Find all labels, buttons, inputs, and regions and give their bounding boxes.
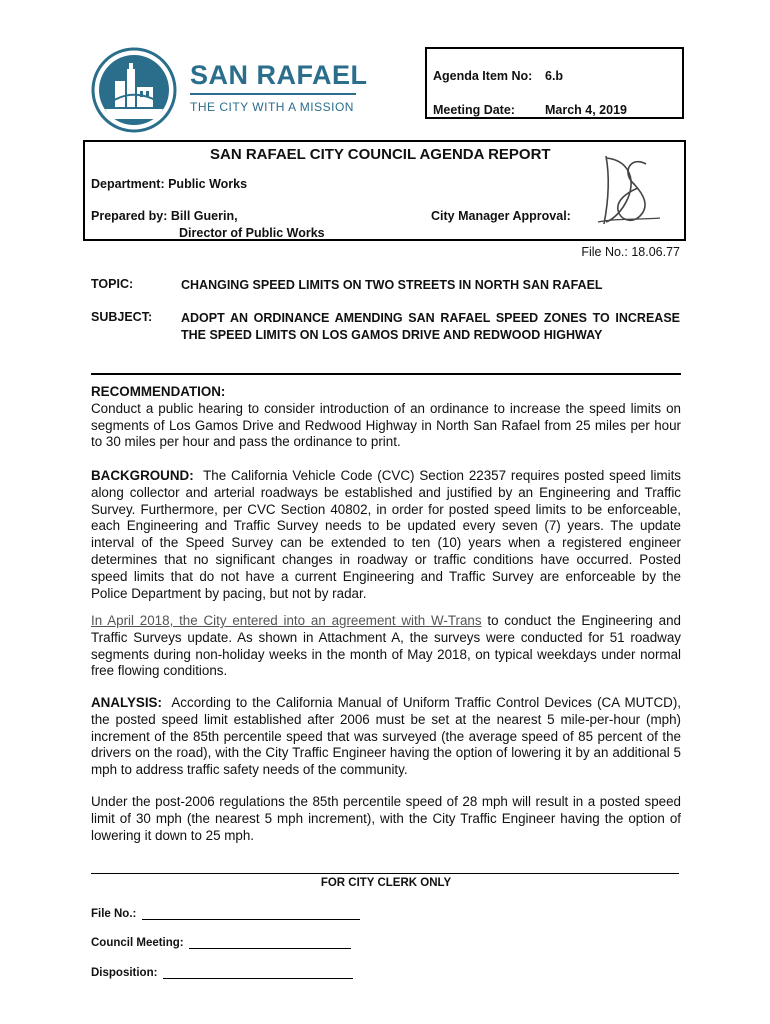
- agenda-item-value: 6.b: [545, 69, 564, 83]
- analysis-section: [91, 695, 681, 779]
- clerk-disposition-label: Disposition:: [91, 967, 158, 979]
- wtrans-section: [91, 613, 681, 680]
- file-number: File No.: 18.06.77: [581, 245, 680, 259]
- clerk-file-no: [91, 907, 360, 920]
- clerk-divider: [91, 873, 679, 874]
- post2006-text: Under the post-2006 regulations the 85th percentile speed of 28 mph will result in a posted speed limit of 30 mph (the nearest 5 mph increment), with the City Traffic Engineer having the option of lowering it down to 25 mph.: [91, 794, 681, 843]
- report-title: SAN RAFAEL CITY COUNCIL AGENDA REPORT: [210, 146, 551, 163]
- meeting-date-value: March 4, 2019: [545, 103, 627, 117]
- subject-value: ADOPT AN ORDINANCE AMENDING SAN RAFAEL SPEED ZONES TO INCREASE THE SPEED LIMITS ON LOS GAMOS DRIVE AND REDWOOD HIGHWAY: [181, 311, 680, 342]
- agenda-item-row: [433, 69, 564, 83]
- prepared-by-title: Director of Public Works: [179, 226, 325, 240]
- recommendation-heading: RECOMMENDATION:: [91, 384, 226, 399]
- meeting-date-row: [433, 103, 627, 117]
- wtrans-agreement-link[interactable]: In April 2018, the City entered into an agreement with W-Trans: [91, 613, 482, 628]
- post2006-section: [91, 794, 681, 844]
- agenda-info-box: [425, 47, 684, 119]
- subject-label: SUBJECT:: [91, 310, 153, 324]
- city-manager-approval-label: City Manager Approval:: [431, 209, 571, 223]
- analysis-text: According to the California Manual of Uniform Traffic Control Devices (CA MUTCD), the posted speed limit established after 2006 must be set at the nearest 5 mile-per-hour (mph) increment of the 85th percentile speed that was surveyed (the average speed of 85 percent of the drivers on the road), with the City Traffic Engineer having the option of lowering it by an additional 5 mph to address traffic safety needs of the community.: [91, 695, 681, 778]
- meeting-date-label: Meeting Date:: [433, 103, 515, 117]
- background-text: The California Vehicle Code (CVC) Section 22357 requires posted speed limits along collector and arterial roadways be established and justified by an Engineering and Traffic Survey. Furthermore, per CVC Section 40802, in order for posted speed limits to be enforceable, each Engineering and Traffic Survey needs to be updated every seven (7) years. The update interval of the Speed Survey can be extended to ten (10) years when a registered engineer determines that no significant changes in roadway or traffic conditions have occurred. Posted speed limits that do not have a current Engineering and Traffic Survey are enforceable by the Police Department by pacing, but not by radar.: [91, 468, 682, 601]
- clerk-council-meeting-label: Council Meeting:: [91, 937, 184, 949]
- recommendation-section: [91, 384, 681, 451]
- clerk-file-no-field[interactable]: [142, 907, 360, 920]
- logo-tagline: THE CITY WITH A MISSION: [190, 100, 354, 114]
- department: Department: Public Works: [91, 177, 248, 191]
- logo-title: SAN RAFAEL: [190, 60, 368, 90]
- logo-divider: [190, 93, 356, 95]
- city-manager-signature: [588, 148, 666, 230]
- clerk-disposition-field[interactable]: [163, 966, 353, 979]
- prepared-by: Prepared by: Bill Guerin,: [91, 209, 238, 223]
- agenda-item-label: Agenda Item No:: [433, 69, 533, 83]
- topic-value: CHANGING SPEED LIMITS ON TWO STREETS IN NORTH SAN RAFAEL: [181, 278, 603, 292]
- clerk-council-meeting-field[interactable]: [189, 936, 351, 949]
- clerk-file-no-label: File No.:: [91, 908, 137, 920]
- city-seal-logo: [91, 47, 177, 133]
- background-section: [91, 468, 681, 602]
- wtrans-text: to conduct the Engineering and Traffic Surveys update. As shown in Attachment A, the surveys were conducted for 51 roadway segments during non-holiday weeks in the month of May 2018, on typical weekdays under normal free flowing conditions.: [91, 613, 681, 679]
- clerk-council-meeting: [91, 936, 351, 949]
- clerk-title: FOR CITY CLERK ONLY: [320, 877, 452, 889]
- analysis-heading: ANALYSIS:: [91, 695, 162, 710]
- recommendation-text: Conduct a public hearing to consider introduction of an ordinance to increase the speed limits on segments of Los Gamos Drive and Redwood Highway in North San Rafael from 25 miles per hour to 30 miles per hour and pass the ordinance to print.: [91, 400, 681, 450]
- background-heading: BACKGROUND:: [91, 468, 194, 483]
- section-divider: [91, 373, 681, 375]
- clerk-disposition: [91, 966, 353, 979]
- topic-label: TOPIC:: [91, 277, 134, 291]
